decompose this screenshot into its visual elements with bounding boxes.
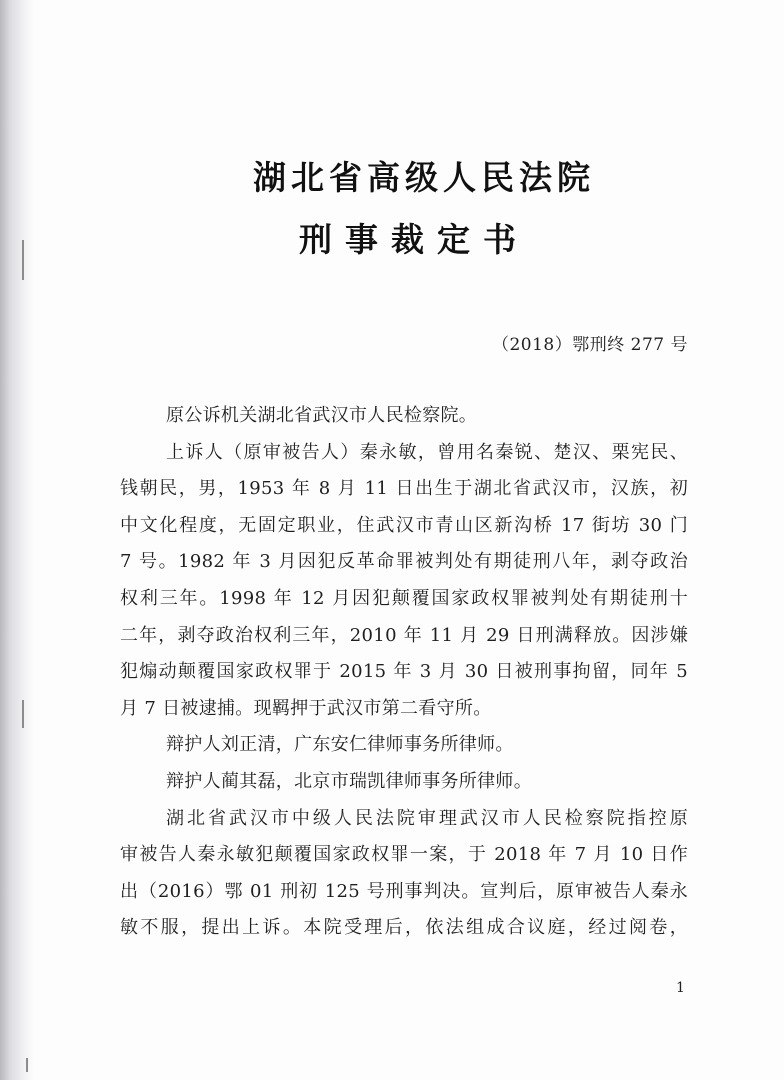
body-line: 湖北省武汉市中级人民法院审理武汉市人民检察院指控原: [166, 807, 688, 829]
body-line: 7 号。1982 年 3 月因犯反革命罪被判处有期徒刑八年，剥夺政治: [120, 551, 688, 573]
body-line: 辩护人刘正清，广东安仁律师事务所律师。: [166, 734, 514, 756]
body-line: 钱朝民，男，1953 年 8 月 11 日出生于湖北省武汉市，汉族，初: [120, 478, 688, 500]
binding-mark: [22, 700, 24, 728]
document-body: [120, 398, 688, 947]
body-line: 出（2016）鄂 01 刑初 125 号刑事判决。宣判后，原审被告人秦永: [120, 880, 688, 902]
document-type-title: 刑事裁定书: [299, 220, 529, 259]
body-line: 审被告人秦永敏犯颠覆国家政权罪一案，于 2018 年 7 月 10 日作: [120, 844, 688, 866]
binding-mark: [26, 1058, 28, 1072]
body-line: 辩护人蔺其磊，北京市瑞凯律师事务所律师。: [166, 770, 532, 792]
body-line: 原公诉机关湖北省武汉市人民检察院。: [166, 405, 478, 426]
body-line: 敏不服，提出上诉。本院受理后，依法组成合议庭，经过阅卷，: [120, 917, 688, 939]
body-line: 月 7 日被逮捕。现羁押于武汉市第二看守所。: [120, 697, 492, 719]
court-name: 湖北省高级人民法院: [253, 158, 595, 197]
page-number: 1: [676, 980, 685, 996]
case-number: （2018）鄂刑终 277 号: [491, 335, 688, 355]
body-line: 权利三年。1998 年 12 月因犯颠覆国家政权罪被判处有期徒刑十: [120, 587, 688, 609]
body-line: 中文化程度，无固定职业，住武汉市青山区新沟桥 17 街坊 30 门: [120, 514, 688, 536]
body-line: 二年，剥夺政治权利三年，2010 年 11 月 29 日刑满释放。因涉嫌: [120, 624, 688, 646]
body-line: 犯煽动颠覆国家政权罪于 2015 年 3 月 30 日被刑事拘留，同年 5: [120, 661, 688, 683]
body-line: 上诉人（原审被告人）秦永敏，曾用名秦锐、楚汉、栗宪民、: [166, 441, 688, 463]
